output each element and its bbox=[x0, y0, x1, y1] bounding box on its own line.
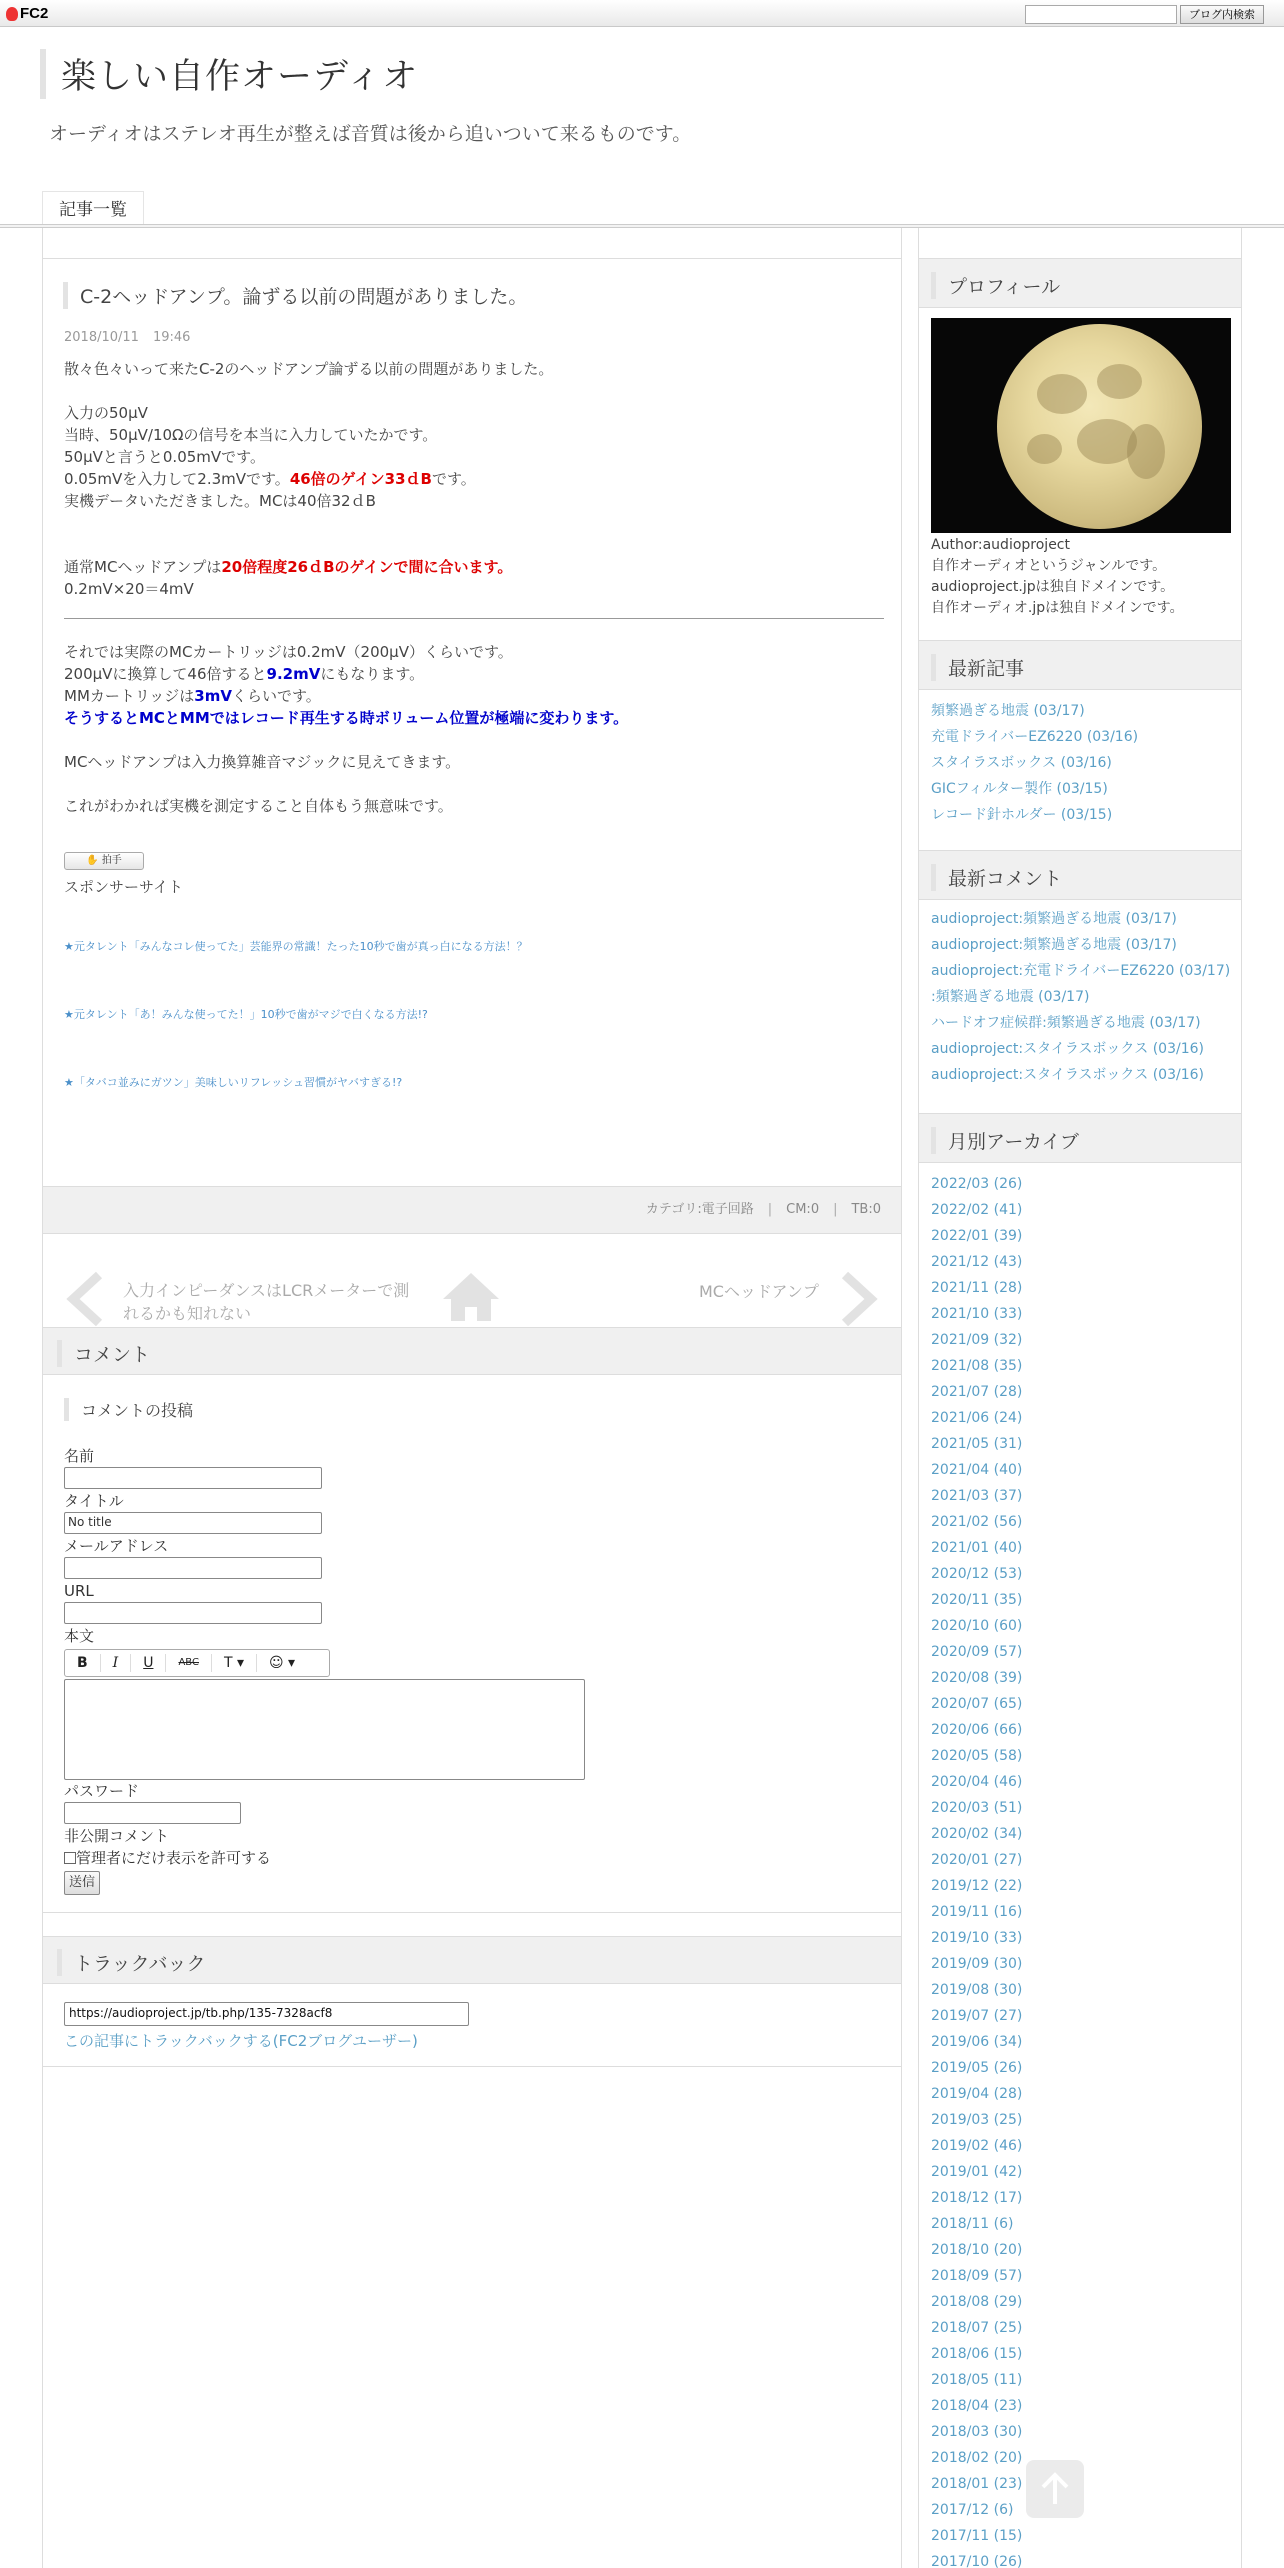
recent-entry-link[interactable]: レコード針ホルダー (03/15) bbox=[931, 807, 1113, 823]
sidebar bbox=[918, 228, 1242, 2568]
recent-comment-item[interactable] bbox=[931, 958, 1230, 984]
italic-button[interactable]: I bbox=[101, 1654, 132, 1672]
text-span: です。 bbox=[431, 470, 476, 488]
email-field[interactable] bbox=[64, 1557, 322, 1579]
entry-paragraph: 当時、50μV/10Ωの信号を本当に入力していたかです。 bbox=[64, 426, 438, 444]
fc2-flame-icon bbox=[6, 7, 18, 21]
main-column bbox=[42, 228, 902, 2568]
recent-entries-title: 最新記事 bbox=[931, 654, 1024, 681]
private-comment-label: 非公開コメント bbox=[64, 1827, 170, 1845]
archive-item[interactable] bbox=[931, 2185, 1022, 2211]
archive-item[interactable] bbox=[931, 1795, 1022, 1821]
recent-comment-item[interactable] bbox=[931, 984, 1230, 1010]
archive-item[interactable] bbox=[931, 1171, 1022, 1197]
emphasis-blue-paragraph: そうするとMCとMMではレコード再生する時ボリューム位置が極端に変わります。 bbox=[64, 709, 629, 727]
archive-link[interactable]: 2020/09 (57) bbox=[931, 1644, 1023, 1660]
archive-item[interactable] bbox=[931, 1275, 1022, 1301]
archive-item[interactable] bbox=[931, 2315, 1022, 2341]
profile-header bbox=[919, 258, 1241, 308]
archive-link[interactable]: 2020/12 (53) bbox=[931, 1566, 1023, 1582]
recent-comment-link[interactable]: ハードオフ症候群:頻繁過ぎる地震 (03/17) bbox=[931, 1015, 1201, 1031]
archive-link[interactable]: 2021/03 (37) bbox=[931, 1488, 1023, 1504]
nav-entry-list[interactable]: 記事一覧 bbox=[42, 191, 144, 227]
entry-paragraph: 入力の50μV bbox=[64, 404, 148, 422]
recent-comment-link[interactable]: audioproject:スタイラスボックス (03/16) bbox=[931, 1041, 1204, 1057]
url-field[interactable] bbox=[64, 1602, 322, 1624]
entry-paragraph bbox=[64, 556, 884, 578]
archive-item[interactable] bbox=[931, 2133, 1022, 2159]
text-span: 200μVに換算して46倍すると bbox=[64, 665, 267, 683]
archive-link[interactable]: 2018/06 (15) bbox=[931, 2346, 1023, 2362]
name-field[interactable] bbox=[64, 1467, 322, 1489]
archive-item[interactable] bbox=[931, 1821, 1022, 1847]
archive-link[interactable]: 2020/04 (46) bbox=[931, 1774, 1023, 1790]
archive-item[interactable] bbox=[931, 2211, 1022, 2237]
archive-item[interactable] bbox=[931, 1769, 1022, 1795]
moon-mare bbox=[1037, 374, 1087, 414]
recent-comment-item[interactable] bbox=[931, 932, 1230, 958]
comment-section-header bbox=[43, 1327, 901, 1375]
bold-button[interactable]: B bbox=[65, 1654, 101, 1672]
archive-item[interactable] bbox=[931, 2107, 1022, 2133]
archive-item[interactable] bbox=[931, 2367, 1022, 2393]
archive-item[interactable] bbox=[931, 2393, 1022, 2419]
archive-link[interactable]: 2021/12 (43) bbox=[931, 1254, 1023, 1270]
recent-comments-header bbox=[919, 850, 1241, 900]
profile-text: audioproject.jpは独自ドメインです。 bbox=[931, 579, 1175, 595]
archive-item[interactable] bbox=[931, 2549, 1022, 2568]
archive-item[interactable] bbox=[931, 2289, 1022, 2315]
comment-form bbox=[64, 1398, 884, 1895]
trackback-fc2-link[interactable]: この記事にトラックバックする(FC2ブログユーザー) bbox=[64, 2032, 418, 2050]
fc2-logo[interactable]: FC2 bbox=[6, 5, 48, 22]
spacer bbox=[64, 958, 884, 1004]
home-icon[interactable] bbox=[441, 1269, 501, 1325]
blog-title[interactable]: 楽しい自作オーディオ bbox=[40, 49, 418, 99]
editor-toolbar bbox=[64, 1649, 330, 1677]
title-label: タイトル bbox=[64, 1492, 124, 1510]
blog-header bbox=[0, 27, 1284, 227]
archive-item[interactable] bbox=[931, 1639, 1022, 1665]
archive-link[interactable]: 2020/11 (35) bbox=[931, 1592, 1023, 1608]
recent-entries-list bbox=[931, 698, 1138, 828]
spacer bbox=[64, 898, 884, 936]
archive-item[interactable] bbox=[931, 1977, 1022, 2003]
archive-item[interactable] bbox=[931, 2341, 1022, 2367]
trackback-area bbox=[64, 2002, 469, 2051]
archive-item[interactable] bbox=[931, 1613, 1022, 1639]
blank-line bbox=[64, 380, 884, 402]
password-field[interactable] bbox=[64, 1802, 241, 1824]
archive-link[interactable]: 2017/12 (6) bbox=[931, 2502, 1014, 2518]
entry-paragraph: MCヘッドアンプは入力換算雑音マジックに見えてきます。 bbox=[64, 753, 461, 771]
archive-link[interactable]: 2021/01 (40) bbox=[931, 1540, 1023, 1556]
chevron-right-icon[interactable] bbox=[839, 1271, 879, 1327]
recent-entry-link[interactable]: スタイラスボックス (03/16) bbox=[931, 755, 1112, 771]
category-link[interactable]: カテゴリ:電子回路 bbox=[645, 1202, 754, 1217]
entry-time-value: 19:46 bbox=[152, 330, 191, 345]
emoji-button[interactable]: ☺ ▾ bbox=[269, 1655, 296, 1671]
sponsor-heading: スポンサーサイト bbox=[64, 878, 183, 896]
archive-link[interactable]: 2021/07 (28) bbox=[931, 1384, 1023, 1400]
comment-count-link[interactable]: CM:0 bbox=[786, 1202, 820, 1217]
archive-link[interactable]: 2019/08 (30) bbox=[931, 1982, 1023, 1998]
trackback-url-field[interactable]: https://audioproject.jp/tb.php/135-7328acf8 bbox=[64, 2002, 469, 2026]
archive-link[interactable]: 2018/01 (23) bbox=[931, 2476, 1023, 2492]
blank-line bbox=[64, 817, 884, 839]
entry-paragraph bbox=[64, 685, 884, 707]
private-checkbox-row bbox=[64, 1847, 884, 1869]
archive-link[interactable]: 2020/05 (58) bbox=[931, 1748, 1023, 1764]
emphasis-blue: 9.2mV bbox=[266, 665, 321, 683]
recent-entry-item[interactable] bbox=[931, 776, 1138, 802]
profile-author: Author:audioproject bbox=[931, 537, 1070, 553]
archive-item[interactable] bbox=[931, 2055, 1022, 2081]
archive-link[interactable]: 2019/10 (33) bbox=[931, 1930, 1023, 1946]
divider bbox=[43, 1912, 901, 1913]
spacer bbox=[64, 1026, 884, 1072]
archive-item[interactable] bbox=[931, 1925, 1022, 1951]
text-span: MMカートリッジは bbox=[64, 687, 195, 705]
emphasis-red: 46倍のゲイン33ｄB bbox=[289, 470, 432, 488]
blank-line bbox=[64, 729, 884, 751]
submit-button[interactable]: 送信 bbox=[64, 1871, 100, 1895]
profile-image bbox=[931, 318, 1231, 533]
archives-title: 月別アーカイブ bbox=[931, 1127, 1079, 1154]
archive-link[interactable]: 2020/06 (66) bbox=[931, 1722, 1023, 1738]
entry-paragraph: それでは実際のMCカートリッジは0.2mV（200μV）くらいです。 bbox=[64, 643, 513, 661]
separator: | bbox=[767, 1202, 773, 1217]
archive-item[interactable] bbox=[931, 1873, 1022, 1899]
recent-comment-link[interactable]: audioproject:スタイラスボックス (03/16) bbox=[931, 1067, 1204, 1083]
archive-item[interactable] bbox=[931, 1561, 1022, 1587]
comment-section-title: コメント bbox=[57, 1340, 150, 1367]
strikethrough-button[interactable]: ABC bbox=[166, 1654, 212, 1672]
archive-link[interactable]: 2018/08 (29) bbox=[931, 2294, 1023, 2310]
text-span: 通常MCヘッドアンプは bbox=[64, 558, 222, 576]
recent-entry-item[interactable] bbox=[931, 724, 1138, 750]
private-checkbox[interactable] bbox=[64, 1852, 76, 1864]
archive-item[interactable] bbox=[931, 1691, 1022, 1717]
archive-link[interactable]: 2019/11 (16) bbox=[931, 1904, 1023, 1920]
archive-link[interactable]: 2019/01 (42) bbox=[931, 2164, 1023, 2180]
archive-link[interactable]: 2021/08 (35) bbox=[931, 1358, 1023, 1374]
archive-item[interactable] bbox=[931, 2081, 1022, 2107]
clap-hand-icon: ✋ bbox=[86, 855, 99, 866]
recent-comment-link[interactable]: audioproject:頻繁過ぎる地震 (03/17) bbox=[931, 937, 1177, 953]
horizontal-rule bbox=[64, 618, 884, 619]
moon-mare bbox=[1027, 434, 1062, 464]
recent-comment-item[interactable] bbox=[931, 1036, 1230, 1062]
recent-comment-link[interactable]: audioproject:頻繁過ぎる地震 (03/17) bbox=[931, 911, 1177, 927]
recent-comment-item[interactable] bbox=[931, 1062, 1230, 1088]
archive-item[interactable] bbox=[931, 1665, 1022, 1691]
clap-label: 拍手 bbox=[101, 855, 122, 866]
archive-link[interactable]: 2019/12 (22) bbox=[931, 1878, 1023, 1894]
archive-link[interactable]: 2020/08 (39) bbox=[931, 1670, 1023, 1686]
divider bbox=[43, 2066, 901, 2067]
archive-item[interactable] bbox=[931, 2471, 1022, 2497]
archive-item[interactable] bbox=[931, 1483, 1022, 1509]
entry-paragraph bbox=[64, 468, 884, 490]
recent-comment-link[interactable]: :頻繁過ぎる地震 (03/17) bbox=[931, 989, 1090, 1005]
archive-link[interactable]: 2021/10 (33) bbox=[931, 1306, 1023, 1322]
archive-item[interactable] bbox=[931, 1717, 1022, 1743]
separator: | bbox=[833, 1202, 838, 1217]
archive-link[interactable]: 2018/04 (23) bbox=[931, 2398, 1023, 2414]
entry-paragraph: 実機データいただきました。MCは40倍32ｄB bbox=[64, 492, 376, 510]
archive-link[interactable]: 2018/09 (57) bbox=[931, 2268, 1023, 2284]
archive-item[interactable] bbox=[931, 1353, 1022, 1379]
archive-link[interactable]: 2022/01 (39) bbox=[931, 1228, 1023, 1244]
archive-link[interactable]: 2017/10 (26) bbox=[931, 2554, 1023, 2568]
title-field[interactable]: No title bbox=[64, 1512, 322, 1534]
emphasis-blue: 3mV bbox=[194, 687, 232, 705]
blog-search-input[interactable] bbox=[1025, 5, 1177, 24]
archive-item[interactable] bbox=[931, 1951, 1022, 1977]
moon-mare bbox=[1127, 424, 1165, 479]
archive-item[interactable] bbox=[931, 2237, 1022, 2263]
trackback-section-header bbox=[43, 1936, 901, 1984]
archive-link[interactable]: 2022/02 (41) bbox=[931, 1202, 1023, 1218]
archive-item[interactable] bbox=[931, 1899, 1022, 1925]
entry-title: C-2ヘッドアンプ。論ずる以前の問題がありました。 bbox=[63, 282, 527, 309]
entry-paragraph: 0.2mV×20＝4mV bbox=[64, 580, 194, 598]
entry-footer bbox=[43, 1186, 901, 1234]
recent-entry-item[interactable] bbox=[931, 802, 1138, 828]
font-color-button[interactable]: T ▾ bbox=[212, 1654, 257, 1672]
email-label: メールアドレス bbox=[64, 1537, 169, 1555]
comment-form-title: コメントの投稿 bbox=[64, 1398, 884, 1421]
entry-paragraph: 散々色々いって来たC-2のヘッドアンプ論ずる以前の問題がありました。 bbox=[64, 360, 554, 378]
archive-link[interactable]: 2018/10 (20) bbox=[931, 2242, 1023, 2258]
entry-date bbox=[64, 330, 204, 345]
archive-item[interactable] bbox=[931, 1223, 1022, 1249]
entry-paragraph: 50μVと言うと0.05mVです。 bbox=[64, 448, 265, 466]
blank-line bbox=[64, 773, 884, 795]
blank-line bbox=[64, 512, 884, 534]
archive-link[interactable]: 2018/05 (11) bbox=[931, 2372, 1023, 2388]
recent-entries-header bbox=[919, 640, 1241, 690]
archive-link[interactable]: 2021/05 (31) bbox=[931, 1436, 1023, 1452]
archive-item[interactable] bbox=[931, 1249, 1022, 1275]
entry-paragraph: これがわかれば実機を測定すること自体もう無意味です。 bbox=[64, 797, 453, 815]
archive-link[interactable]: 2019/03 (25) bbox=[931, 2112, 1023, 2128]
archive-link[interactable]: 2020/07 (65) bbox=[931, 1696, 1023, 1712]
recent-comments-title: 最新コメント bbox=[931, 864, 1062, 891]
password-label: パスワード bbox=[64, 1782, 140, 1800]
archive-link[interactable]: 2021/06 (24) bbox=[931, 1410, 1023, 1426]
blog-description: オーディオはステレオ再生が整えば音質は後から追いついて来るものです。 bbox=[49, 123, 692, 145]
main-top-divider bbox=[43, 258, 901, 259]
archive-item[interactable] bbox=[931, 1301, 1022, 1327]
archive-link[interactable]: 2021/09 (32) bbox=[931, 1332, 1023, 1348]
archive-link[interactable]: 2021/04 (40) bbox=[931, 1462, 1023, 1478]
text-span: 0.05mVを入力して2.3mVです。 bbox=[64, 470, 290, 488]
archive-item[interactable] bbox=[931, 1405, 1022, 1431]
profile-text: 自作オーディオというジャンルです。 bbox=[931, 558, 1167, 574]
moon-mare bbox=[1097, 364, 1142, 399]
archive-link[interactable]: 2021/02 (56) bbox=[931, 1514, 1023, 1530]
blank-line bbox=[64, 534, 884, 556]
archive-link[interactable]: 2018/07 (25) bbox=[931, 2320, 1023, 2336]
archive-item[interactable] bbox=[931, 2263, 1022, 2289]
archive-link[interactable]: 2020/01 (27) bbox=[931, 1852, 1023, 1868]
sponsor-link[interactable]: ★元タレント「みんなコレ使ってた」芸能界の常識！たった10秒で歯が真っ白になる方法！？ bbox=[64, 940, 528, 953]
archive-link[interactable]: 2019/06 (34) bbox=[931, 2034, 1023, 2050]
next-entry-link[interactable]: MCヘッドアンプ bbox=[699, 1282, 819, 1301]
recent-comment-link[interactable]: audioproject:充電ドライバーEZ6220 (03/17) bbox=[931, 963, 1231, 979]
text-span: にもなります。 bbox=[320, 665, 425, 683]
archive-item[interactable] bbox=[931, 1509, 1022, 1535]
trackback-count-link[interactable]: TB:0 bbox=[851, 1202, 881, 1217]
body-label: 本文 bbox=[64, 1627, 95, 1645]
archive-link[interactable]: 2017/11 (15) bbox=[931, 2528, 1023, 2544]
scroll-to-top-button[interactable] bbox=[1026, 2460, 1084, 2518]
archive-link[interactable]: 2020/02 (34) bbox=[931, 1826, 1023, 1842]
archive-link[interactable]: 2019/04 (28) bbox=[931, 2086, 1023, 2102]
recent-entry-link[interactable]: 頻繁過ぎる地震 (03/17) bbox=[931, 703, 1085, 719]
recent-entry-link[interactable]: 充電ドライバーEZ6220 (03/16) bbox=[931, 729, 1139, 745]
clap-button[interactable] bbox=[64, 852, 144, 870]
archive-item[interactable] bbox=[931, 2497, 1022, 2523]
blog-search-button[interactable]: ブログ内検索 bbox=[1180, 5, 1264, 24]
archive-item[interactable] bbox=[931, 1587, 1022, 1613]
archive-item[interactable] bbox=[931, 2159, 1022, 2185]
archive-item[interactable] bbox=[931, 1457, 1022, 1483]
recent-entry-item[interactable] bbox=[931, 750, 1138, 776]
profile-text: 自作オーディオ.jpは独自ドメインです。 bbox=[931, 600, 1184, 616]
profile-body bbox=[931, 318, 1231, 619]
archive-item[interactable] bbox=[931, 1327, 1022, 1353]
archives-header bbox=[919, 1113, 1241, 1163]
arrow-up-icon bbox=[1026, 2460, 1084, 2518]
archive-link[interactable]: 2019/07 (27) bbox=[931, 2008, 1023, 2024]
archive-item[interactable] bbox=[931, 2029, 1022, 2055]
archive-item[interactable] bbox=[931, 1743, 1022, 1769]
archive-link[interactable]: 2019/09 (30) bbox=[931, 1956, 1023, 1972]
entry-date-value: 2018/10/11 bbox=[64, 330, 139, 345]
archive-link[interactable]: 2019/02 (46) bbox=[931, 2138, 1023, 2154]
emphasis-red: 。 bbox=[497, 558, 513, 576]
archive-item[interactable] bbox=[931, 1535, 1022, 1561]
archives-list bbox=[931, 1171, 1022, 2568]
trackback-section-title: トラックバック bbox=[57, 1949, 205, 1976]
archive-item[interactable] bbox=[931, 2419, 1022, 2445]
archive-link[interactable]: 2020/03 (51) bbox=[931, 1800, 1023, 1816]
profile-title: プロフィール bbox=[931, 272, 1060, 299]
comment-body-textarea[interactable] bbox=[64, 1679, 585, 1780]
clap-row bbox=[64, 847, 884, 870]
sponsor-link[interactable]: ★元タレント「あ！みんな使ってた！」10秒で歯がマジで白くなる方法!? bbox=[64, 1008, 428, 1021]
recent-comments-list bbox=[931, 906, 1230, 1088]
archive-link[interactable]: 2018/02 (20) bbox=[931, 2450, 1023, 2466]
archive-link[interactable]: 2018/03 (30) bbox=[931, 2424, 1023, 2440]
archive-link[interactable]: 2022/03 (26) bbox=[931, 1176, 1023, 1192]
emphasis-red: 20倍程度26ｄBのゲインで間に合います bbox=[221, 558, 498, 576]
archive-item[interactable] bbox=[931, 1431, 1022, 1457]
fc2-toolbar bbox=[0, 0, 1284, 27]
archive-item[interactable] bbox=[931, 1197, 1022, 1223]
underline-button[interactable]: U bbox=[131, 1654, 166, 1672]
archive-item[interactable] bbox=[931, 2523, 1022, 2549]
recent-comment-item[interactable] bbox=[931, 906, 1230, 932]
archive-link[interactable]: 2019/05 (26) bbox=[931, 2060, 1023, 2076]
recent-entry-link[interactable]: GICフィルター製作 (03/15) bbox=[931, 781, 1108, 797]
archive-item[interactable] bbox=[931, 2445, 1022, 2471]
recent-comment-item[interactable] bbox=[931, 1010, 1230, 1036]
archive-item[interactable] bbox=[931, 1379, 1022, 1405]
name-label: 名前 bbox=[64, 1447, 95, 1465]
url-label: URL bbox=[64, 1582, 94, 1600]
moon-image bbox=[997, 324, 1202, 529]
sponsor-link[interactable]: ★「タバコ並みにガツン」美味しいリフレッシュ習慣がヤバすぎる!? bbox=[64, 1076, 403, 1089]
private-checkbox-label: 管理者にだけ表示を許可する bbox=[76, 1849, 272, 1867]
prev-entry-link[interactable]: 入力インピーダンスはLCRメーターで測れるかも知れない bbox=[123, 1281, 410, 1323]
entry-body bbox=[64, 358, 884, 1094]
archive-link[interactable]: 2021/11 (28) bbox=[931, 1280, 1023, 1296]
text-span: くらいです。 bbox=[231, 687, 321, 705]
archive-item[interactable] bbox=[931, 2003, 1022, 2029]
archive-link[interactable]: 2020/10 (60) bbox=[931, 1618, 1023, 1634]
chevron-left-icon[interactable] bbox=[65, 1271, 105, 1327]
entry-paragraph bbox=[64, 663, 884, 685]
recent-entry-item[interactable] bbox=[931, 698, 1138, 724]
archive-link[interactable]: 2018/11 (6) bbox=[931, 2216, 1014, 2232]
archive-link[interactable]: 2018/12 (17) bbox=[931, 2190, 1023, 2206]
archive-item[interactable] bbox=[931, 1847, 1022, 1873]
